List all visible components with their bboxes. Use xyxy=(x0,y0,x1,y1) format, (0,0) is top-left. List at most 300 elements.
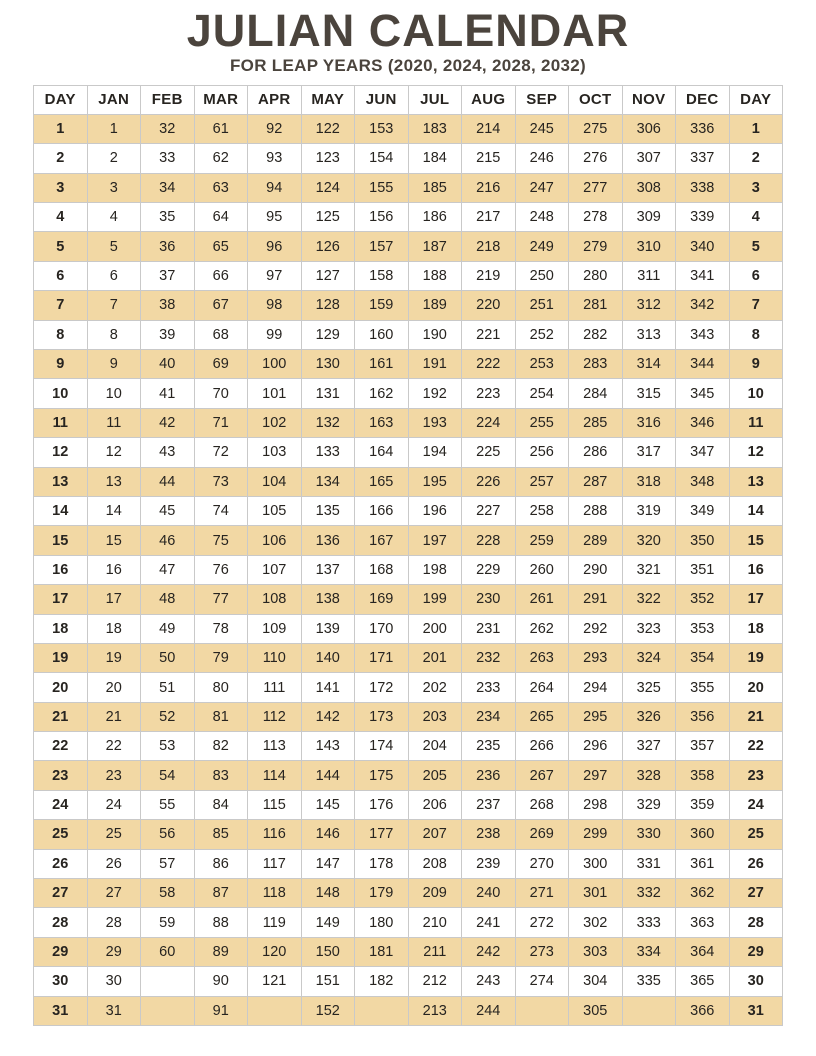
julian-day-cell: 185 xyxy=(408,173,462,202)
julian-day-cell: 114 xyxy=(248,761,302,790)
julian-day-cell: 75 xyxy=(194,526,248,555)
julian-day-cell: 293 xyxy=(569,643,623,672)
julian-day-cell: 341 xyxy=(676,261,730,290)
julian-day-cell: 362 xyxy=(676,879,730,908)
day-cell: 6 xyxy=(34,261,88,290)
julian-day-cell: 45 xyxy=(141,496,195,525)
julian-day-cell: 207 xyxy=(408,820,462,849)
julian-day-cell: 85 xyxy=(194,820,248,849)
table-row xyxy=(34,996,783,1025)
julian-day-cell: 73 xyxy=(194,467,248,496)
julian-day-cell: 11 xyxy=(87,408,141,437)
table-row xyxy=(34,203,783,232)
julian-day-cell: 86 xyxy=(194,849,248,878)
julian-day-cell: 194 xyxy=(408,438,462,467)
julian-day-cell: 37 xyxy=(141,261,195,290)
julian-day-cell: 233 xyxy=(462,673,516,702)
julian-day-cell: 221 xyxy=(462,320,516,349)
julian-day-cell: 311 xyxy=(622,261,676,290)
day-cell: 21 xyxy=(729,702,783,731)
julian-day-cell: 180 xyxy=(355,908,409,937)
julian-day-cell xyxy=(622,996,676,1025)
julian-day-cell: 56 xyxy=(141,820,195,849)
julian-day-cell: 352 xyxy=(676,585,730,614)
julian-day-cell: 309 xyxy=(622,203,676,232)
julian-day-cell: 76 xyxy=(194,555,248,584)
julian-day-cell: 118 xyxy=(248,879,302,908)
day-cell: 16 xyxy=(729,555,783,584)
julian-day-cell: 67 xyxy=(194,291,248,320)
julian-day-cell: 168 xyxy=(355,555,409,584)
julian-day-cell: 209 xyxy=(408,879,462,908)
julian-day-cell: 88 xyxy=(194,908,248,937)
julian-day-cell: 20 xyxy=(87,673,141,702)
julian-day-cell: 337 xyxy=(676,144,730,173)
julian-day-cell: 253 xyxy=(515,350,569,379)
julian-day-cell: 160 xyxy=(355,320,409,349)
julian-day-cell: 276 xyxy=(569,144,623,173)
julian-day-cell: 100 xyxy=(248,350,302,379)
julian-day-cell: 231 xyxy=(462,614,516,643)
julian-day-cell: 2 xyxy=(87,144,141,173)
julian-day-cell: 182 xyxy=(355,967,409,996)
day-cell: 24 xyxy=(34,790,88,819)
table-row xyxy=(34,320,783,349)
julian-day-cell: 250 xyxy=(515,261,569,290)
day-cell: 20 xyxy=(34,673,88,702)
julian-day-cell: 319 xyxy=(622,496,676,525)
julian-day-cell: 193 xyxy=(408,408,462,437)
julian-day-cell: 143 xyxy=(301,732,355,761)
julian-day-cell: 122 xyxy=(301,114,355,143)
julian-day-cell: 326 xyxy=(622,702,676,731)
julian-day-cell: 166 xyxy=(355,496,409,525)
table-row xyxy=(34,173,783,202)
julian-day-cell: 51 xyxy=(141,673,195,702)
julian-day-cell: 236 xyxy=(462,761,516,790)
julian-day-cell: 50 xyxy=(141,643,195,672)
julian-day-cell: 234 xyxy=(462,702,516,731)
day-cell: 21 xyxy=(34,702,88,731)
julian-day-cell: 278 xyxy=(569,203,623,232)
julian-day-cell: 142 xyxy=(301,702,355,731)
julian-day-cell: 103 xyxy=(248,438,302,467)
julian-day-cell: 128 xyxy=(301,291,355,320)
julian-day-cell: 17 xyxy=(87,585,141,614)
julian-day-cell: 286 xyxy=(569,438,623,467)
julian-day-cell: 338 xyxy=(676,173,730,202)
julian-day-cell: 181 xyxy=(355,937,409,966)
julian-day-cell: 216 xyxy=(462,173,516,202)
julian-day-cell: 264 xyxy=(515,673,569,702)
day-cell: 31 xyxy=(34,996,88,1025)
julian-day-cell: 279 xyxy=(569,232,623,261)
julian-day-cell: 43 xyxy=(141,438,195,467)
julian-day-cell: 245 xyxy=(515,114,569,143)
julian-day-cell: 135 xyxy=(301,496,355,525)
julian-day-cell: 25 xyxy=(87,820,141,849)
julian-day-cell: 246 xyxy=(515,144,569,173)
julian-day-cell: 148 xyxy=(301,879,355,908)
day-cell: 11 xyxy=(729,408,783,437)
julian-day-cell: 139 xyxy=(301,614,355,643)
day-cell: 25 xyxy=(34,820,88,849)
julian-day-cell: 218 xyxy=(462,232,516,261)
julian-day-cell: 110 xyxy=(248,643,302,672)
julian-day-cell: 113 xyxy=(248,732,302,761)
julian-day-cell: 285 xyxy=(569,408,623,437)
julian-day-cell: 131 xyxy=(301,379,355,408)
julian-day-cell: 214 xyxy=(462,114,516,143)
julian-day-cell: 144 xyxy=(301,761,355,790)
julian-day-cell: 269 xyxy=(515,820,569,849)
julian-day-cell: 251 xyxy=(515,291,569,320)
julian-day-cell: 178 xyxy=(355,849,409,878)
julian-day-cell: 210 xyxy=(408,908,462,937)
month-column-header: JUN xyxy=(355,85,409,114)
table-row xyxy=(34,967,783,996)
julian-day-cell: 89 xyxy=(194,937,248,966)
julian-day-cell: 22 xyxy=(87,732,141,761)
julian-day-cell: 156 xyxy=(355,203,409,232)
julian-day-cell: 84 xyxy=(194,790,248,819)
julian-day-cell: 339 xyxy=(676,203,730,232)
julian-day-cell: 8 xyxy=(87,320,141,349)
day-column-header: DAY xyxy=(34,85,88,114)
julian-day-cell: 310 xyxy=(622,232,676,261)
julian-day-cell: 200 xyxy=(408,614,462,643)
day-cell: 12 xyxy=(729,438,783,467)
julian-day-cell: 282 xyxy=(569,320,623,349)
julian-day-cell: 101 xyxy=(248,379,302,408)
julian-day-cell: 281 xyxy=(569,291,623,320)
julian-day-cell: 306 xyxy=(622,114,676,143)
table-row xyxy=(34,496,783,525)
julian-day-cell xyxy=(141,996,195,1025)
julian-day-cell: 201 xyxy=(408,643,462,672)
julian-day-cell: 53 xyxy=(141,732,195,761)
julian-day-cell: 83 xyxy=(194,761,248,790)
julian-day-cell: 191 xyxy=(408,350,462,379)
julian-day-cell: 299 xyxy=(569,820,623,849)
julian-day-cell: 105 xyxy=(248,496,302,525)
table-row xyxy=(34,350,783,379)
julian-day-cell: 206 xyxy=(408,790,462,819)
julian-day-cell: 295 xyxy=(569,702,623,731)
day-cell: 7 xyxy=(729,291,783,320)
julian-day-cell: 317 xyxy=(622,438,676,467)
julian-day-cell: 138 xyxy=(301,585,355,614)
day-cell: 4 xyxy=(729,203,783,232)
table-row xyxy=(34,643,783,672)
julian-day-cell: 95 xyxy=(248,203,302,232)
day-cell: 2 xyxy=(729,144,783,173)
julian-day-cell: 272 xyxy=(515,908,569,937)
julian-day-cell: 358 xyxy=(676,761,730,790)
julian-day-cell: 3 xyxy=(87,173,141,202)
julian-day-cell: 333 xyxy=(622,908,676,937)
julian-day-cell: 31 xyxy=(87,996,141,1025)
julian-day-cell: 323 xyxy=(622,614,676,643)
julian-day-cell: 360 xyxy=(676,820,730,849)
julian-day-cell: 94 xyxy=(248,173,302,202)
julian-day-cell: 121 xyxy=(248,967,302,996)
julian-day-cell: 115 xyxy=(248,790,302,819)
julian-day-cell: 322 xyxy=(622,585,676,614)
julian-day-cell: 331 xyxy=(622,849,676,878)
julian-day-cell: 280 xyxy=(569,261,623,290)
julian-day-cell: 308 xyxy=(622,173,676,202)
julian-day-cell: 134 xyxy=(301,467,355,496)
day-cell: 31 xyxy=(729,996,783,1025)
julian-day-cell: 195 xyxy=(408,467,462,496)
julian-day-cell: 165 xyxy=(355,467,409,496)
julian-day-cell: 232 xyxy=(462,643,516,672)
julian-day-cell: 42 xyxy=(141,408,195,437)
day-cell: 7 xyxy=(34,291,88,320)
julian-day-cell: 152 xyxy=(301,996,355,1025)
julian-day-cell: 314 xyxy=(622,350,676,379)
julian-day-cell: 354 xyxy=(676,643,730,672)
julian-day-cell: 266 xyxy=(515,732,569,761)
julian-day-cell: 344 xyxy=(676,350,730,379)
julian-day-cell: 21 xyxy=(87,702,141,731)
julian-day-cell: 351 xyxy=(676,555,730,584)
julian-day-cell: 313 xyxy=(622,320,676,349)
julian-day-cell: 348 xyxy=(676,467,730,496)
julian-day-cell: 267 xyxy=(515,761,569,790)
julian-day-cell: 312 xyxy=(622,291,676,320)
julian-day-cell: 197 xyxy=(408,526,462,555)
julian-day-cell: 177 xyxy=(355,820,409,849)
table-row xyxy=(34,790,783,819)
julian-day-cell: 149 xyxy=(301,908,355,937)
julian-day-cell: 192 xyxy=(408,379,462,408)
julian-day-cell: 224 xyxy=(462,408,516,437)
julian-day-cell: 38 xyxy=(141,291,195,320)
day-cell: 1 xyxy=(729,114,783,143)
julian-day-cell: 54 xyxy=(141,761,195,790)
julian-day-cell: 107 xyxy=(248,555,302,584)
julian-day-cell: 271 xyxy=(515,879,569,908)
julian-day-cell: 230 xyxy=(462,585,516,614)
julian-day-cell: 284 xyxy=(569,379,623,408)
month-column-header: JAN xyxy=(87,85,141,114)
julian-day-cell: 80 xyxy=(194,673,248,702)
julian-day-cell: 263 xyxy=(515,643,569,672)
julian-day-cell: 203 xyxy=(408,702,462,731)
julian-day-cell: 23 xyxy=(87,761,141,790)
julian-day-cell: 291 xyxy=(569,585,623,614)
julian-day-cell: 268 xyxy=(515,790,569,819)
day-cell: 4 xyxy=(34,203,88,232)
table-row xyxy=(34,849,783,878)
day-cell: 23 xyxy=(729,761,783,790)
julian-day-cell: 96 xyxy=(248,232,302,261)
table-row xyxy=(34,585,783,614)
julian-day-cell: 305 xyxy=(569,996,623,1025)
julian-day-cell: 104 xyxy=(248,467,302,496)
julian-day-cell: 91 xyxy=(194,996,248,1025)
julian-day-cell: 288 xyxy=(569,496,623,525)
julian-day-cell: 29 xyxy=(87,937,141,966)
julian-day-cell: 237 xyxy=(462,790,516,819)
julian-day-cell: 228 xyxy=(462,526,516,555)
day-cell: 11 xyxy=(34,408,88,437)
julian-day-cell: 350 xyxy=(676,526,730,555)
julian-day-cell: 99 xyxy=(248,320,302,349)
julian-day-cell: 140 xyxy=(301,643,355,672)
table-row xyxy=(34,438,783,467)
julian-day-cell xyxy=(355,996,409,1025)
julian-day-cell: 183 xyxy=(408,114,462,143)
table-row xyxy=(34,526,783,555)
julian-day-cell: 184 xyxy=(408,144,462,173)
julian-day-cell: 5 xyxy=(87,232,141,261)
julian-day-cell: 208 xyxy=(408,849,462,878)
julian-day-cell: 243 xyxy=(462,967,516,996)
julian-day-cell: 316 xyxy=(622,408,676,437)
day-cell: 13 xyxy=(729,467,783,496)
julian-day-cell: 106 xyxy=(248,526,302,555)
julian-day-cell: 298 xyxy=(569,790,623,819)
julian-day-cell: 342 xyxy=(676,291,730,320)
julian-day-cell: 335 xyxy=(622,967,676,996)
day-cell: 19 xyxy=(34,643,88,672)
julian-day-cell: 318 xyxy=(622,467,676,496)
julian-day-cell: 327 xyxy=(622,732,676,761)
julian-day-cell: 222 xyxy=(462,350,516,379)
julian-day-cell: 248 xyxy=(515,203,569,232)
table-row xyxy=(34,614,783,643)
julian-day-cell: 173 xyxy=(355,702,409,731)
julian-day-cell: 275 xyxy=(569,114,623,143)
julian-day-cell xyxy=(141,967,195,996)
julian-day-cell: 307 xyxy=(622,144,676,173)
julian-day-cell: 174 xyxy=(355,732,409,761)
table-row xyxy=(34,467,783,496)
julian-day-cell: 74 xyxy=(194,496,248,525)
julian-day-cell: 14 xyxy=(87,496,141,525)
julian-day-cell: 71 xyxy=(194,408,248,437)
table-row xyxy=(34,937,783,966)
table-row xyxy=(34,879,783,908)
julian-day-cell: 155 xyxy=(355,173,409,202)
julian-day-cell xyxy=(248,996,302,1025)
julian-day-cell: 332 xyxy=(622,879,676,908)
julian-day-cell: 244 xyxy=(462,996,516,1025)
julian-day-cell: 145 xyxy=(301,790,355,819)
julian-day-cell: 273 xyxy=(515,937,569,966)
table-row xyxy=(34,673,783,702)
julian-day-cell: 297 xyxy=(569,761,623,790)
julian-day-cell: 353 xyxy=(676,614,730,643)
day-cell: 19 xyxy=(729,643,783,672)
julian-day-cell: 204 xyxy=(408,732,462,761)
julian-day-cell: 223 xyxy=(462,379,516,408)
julian-day-cell: 186 xyxy=(408,203,462,232)
table-row xyxy=(34,232,783,261)
month-column-header: AUG xyxy=(462,85,516,114)
julian-day-cell: 238 xyxy=(462,820,516,849)
julian-day-cell: 196 xyxy=(408,496,462,525)
julian-day-cell: 301 xyxy=(569,879,623,908)
day-cell: 24 xyxy=(729,790,783,819)
day-cell: 16 xyxy=(34,555,88,584)
julian-day-cell: 55 xyxy=(141,790,195,819)
julian-day-cell: 18 xyxy=(87,614,141,643)
julian-day-cell: 217 xyxy=(462,203,516,232)
julian-day-cell: 176 xyxy=(355,790,409,819)
julian-day-cell: 225 xyxy=(462,438,516,467)
julian-day-cell: 26 xyxy=(87,849,141,878)
julian-day-cell: 164 xyxy=(355,438,409,467)
julian-day-cell: 60 xyxy=(141,937,195,966)
day-cell: 30 xyxy=(729,967,783,996)
julian-day-cell: 112 xyxy=(248,702,302,731)
day-cell: 6 xyxy=(729,261,783,290)
month-column-header: SEP xyxy=(515,85,569,114)
julian-day-cell: 205 xyxy=(408,761,462,790)
julian-day-cell: 47 xyxy=(141,555,195,584)
julian-day-cell: 257 xyxy=(515,467,569,496)
julian-day-cell: 7 xyxy=(87,291,141,320)
day-cell: 1 xyxy=(34,114,88,143)
julian-day-cell: 343 xyxy=(676,320,730,349)
julian-day-cell: 202 xyxy=(408,673,462,702)
day-cell: 25 xyxy=(729,820,783,849)
julian-day-cell: 219 xyxy=(462,261,516,290)
julian-day-cell: 61 xyxy=(194,114,248,143)
julian-day-cell: 119 xyxy=(248,908,302,937)
julian-day-cell: 159 xyxy=(355,291,409,320)
day-cell: 5 xyxy=(34,232,88,261)
julian-day-cell: 151 xyxy=(301,967,355,996)
julian-day-cell: 124 xyxy=(301,173,355,202)
day-cell: 26 xyxy=(729,849,783,878)
table-row xyxy=(34,379,783,408)
julian-day-cell: 274 xyxy=(515,967,569,996)
julian-day-cell: 252 xyxy=(515,320,569,349)
day-column-header: DAY xyxy=(729,85,783,114)
julian-day-cell: 325 xyxy=(622,673,676,702)
julian-day-cell: 227 xyxy=(462,496,516,525)
julian-day-cell: 87 xyxy=(194,879,248,908)
julian-day-cell: 303 xyxy=(569,937,623,966)
julian-day-cell: 49 xyxy=(141,614,195,643)
julian-day-cell: 36 xyxy=(141,232,195,261)
julian-day-cell: 82 xyxy=(194,732,248,761)
month-column-header: MAY xyxy=(301,85,355,114)
julian-day-cell: 356 xyxy=(676,702,730,731)
julian-day-cell: 226 xyxy=(462,467,516,496)
julian-day-cell: 235 xyxy=(462,732,516,761)
julian-day-cell: 212 xyxy=(408,967,462,996)
day-cell: 3 xyxy=(729,173,783,202)
day-cell: 15 xyxy=(34,526,88,555)
julian-day-cell: 72 xyxy=(194,438,248,467)
julian-day-cell: 357 xyxy=(676,732,730,761)
julian-day-cell: 147 xyxy=(301,849,355,878)
julian-day-cell: 261 xyxy=(515,585,569,614)
julian-day-cell: 98 xyxy=(248,291,302,320)
julian-day-cell: 63 xyxy=(194,173,248,202)
julian-day-cell: 365 xyxy=(676,967,730,996)
julian-day-cell: 259 xyxy=(515,526,569,555)
julian-day-cell: 211 xyxy=(408,937,462,966)
julian-day-cell: 125 xyxy=(301,203,355,232)
julian-day-cell: 69 xyxy=(194,350,248,379)
